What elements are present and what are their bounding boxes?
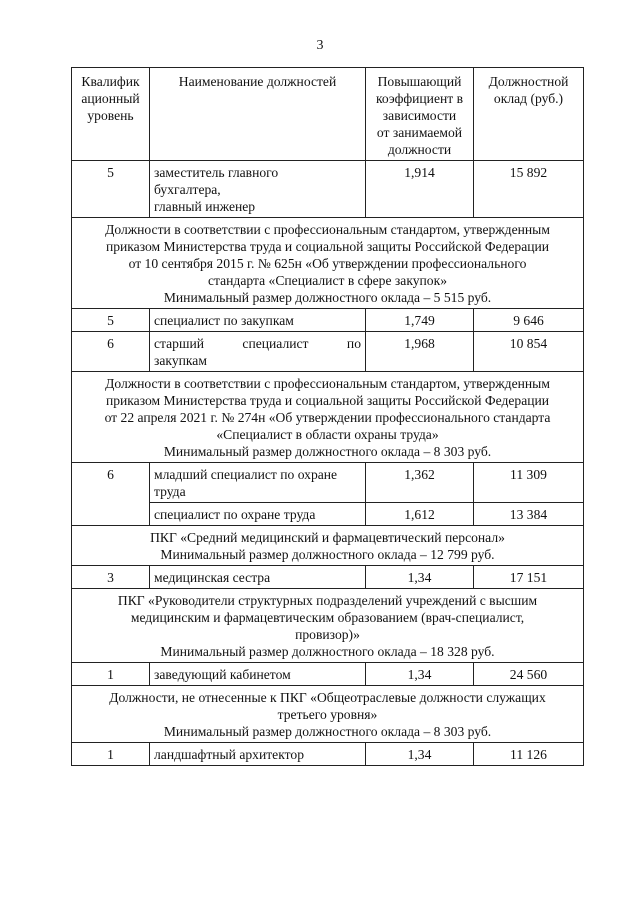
position-name-cell (150, 503, 366, 526)
header-level-line: Квалифик (81, 74, 140, 89)
group-heading-row (72, 686, 584, 743)
group-heading-line: Должности в соответствии с профессиональным стандартом, утвержденным (105, 222, 550, 237)
group-heading-line: «Специалист в области охраны труда» (216, 427, 439, 442)
position-name-cell (150, 309, 366, 332)
group-heading-line: третьего уровня» (277, 707, 378, 722)
position-name-line: специалист по закупкам (154, 313, 294, 328)
header-level (72, 68, 150, 161)
position-name-line: бухгалтера, (154, 182, 221, 197)
qualification-level-cell: 5 (72, 161, 150, 218)
table-row (72, 743, 584, 766)
position-name-cell (150, 663, 366, 686)
group-heading (72, 589, 584, 663)
group-heading-line: Минимальный размер должностного оклада – 8 303 руб. (163, 444, 492, 459)
salary-cell: 11 126 (474, 743, 584, 766)
position-name-line: заместитель главного (154, 165, 279, 180)
group-heading-line: от 10 сентября 2015 г. № 625н «Об утверждении профессионального (128, 256, 527, 271)
qualification-level-cell: 1 (72, 743, 150, 766)
position-name-cell (150, 566, 366, 589)
group-heading-line: Минимальный размер должностного оклада – 18 328 руб. (160, 644, 495, 659)
coefficient-cell: 1,968 (366, 332, 474, 372)
position-name-cell (150, 743, 366, 766)
qualification-level-cell: 3 (72, 566, 150, 589)
group-heading-line: Минимальный размер должностного оклада – 5 515 руб. (163, 290, 492, 305)
table-row (72, 161, 584, 218)
coefficient-cell: 1,34 (366, 566, 474, 589)
header-coefficient-line: Повышающий (377, 74, 462, 89)
group-heading-line: от 22 апреля 2021 г. № 274н «Об утверждении профессионального стандарта (104, 410, 551, 425)
group-heading-row (72, 526, 584, 566)
salary-cell: 13 384 (474, 503, 584, 526)
header-coefficient (366, 68, 474, 161)
group-heading-line: провизор)» (295, 627, 360, 642)
group-heading-line: Должности в соответствии с профессиональным стандартом, утвержденным (105, 376, 550, 391)
header-level-line: ационный (81, 91, 140, 106)
position-name-line: заведующий кабинетом (154, 667, 291, 682)
salary-cell: 11 309 (474, 463, 584, 503)
position-name-cell (150, 161, 366, 218)
header-name: Наименование должностей (150, 68, 366, 161)
position-name-line: главный инженер (154, 199, 256, 214)
header-salary-line: оклад (руб.) (493, 91, 564, 106)
header-salary-line: Должностной (488, 74, 569, 89)
salary-cell: 15 892 (474, 161, 584, 218)
position-name-line: труда (154, 484, 186, 499)
table-row (72, 566, 584, 589)
group-heading-line: Должности, не отнесенные к ПКГ «Общеотраслевые должности служащих (109, 690, 546, 705)
coefficient-cell: 1,749 (366, 309, 474, 332)
salary-cell: 17 151 (474, 566, 584, 589)
group-heading-row (72, 589, 584, 663)
coefficient-cell: 1,362 (366, 463, 474, 503)
group-heading (72, 686, 584, 743)
qualification-level-cell: 1 (72, 663, 150, 686)
group-heading-line: ПКГ «Средний медицинский и фармацевтический персонал» (150, 530, 505, 545)
coefficient-cell: 1,34 (366, 663, 474, 686)
header-salary (474, 68, 584, 161)
table-row (72, 663, 584, 686)
position-name-line: медицинская сестра (154, 570, 271, 585)
table-header-row (72, 68, 584, 161)
position-name-cell (150, 332, 366, 372)
qualification-level-cell: 6 (72, 463, 150, 526)
salary-cell: 24 560 (474, 663, 584, 686)
group-heading (72, 526, 584, 566)
position-name-line: закупкам (154, 353, 207, 368)
table-row (72, 463, 584, 503)
header-coefficient-line: коэффициент в (375, 91, 464, 106)
salary-table-body (72, 68, 584, 766)
group-heading-line: медицинским и фармацевтическим образованием (врач-специалист, (130, 610, 525, 625)
salary-table (71, 67, 584, 766)
page-number: 3 (316, 38, 324, 53)
header-coefficient-line: должности (387, 142, 452, 157)
coefficient-cell: 1,34 (366, 743, 474, 766)
group-heading-line: Минимальный размер должностного оклада – 12 799 руб. (160, 547, 495, 562)
coefficient-cell: 1,914 (366, 161, 474, 218)
position-name-cell (150, 463, 366, 503)
qualification-level-cell: 6 (72, 332, 150, 372)
group-heading (72, 218, 584, 309)
group-heading-line: стандарта «Специалист в сфере закупок» (207, 273, 448, 288)
qualification-level-cell: 5 (72, 309, 150, 332)
salary-cell: 10 854 (474, 332, 584, 372)
group-heading-line: Минимальный размер должностного оклада – 8 303 руб. (163, 724, 492, 739)
position-name-line: ландшафтный архитектор (154, 747, 304, 762)
header-level-line: уровень (87, 108, 134, 123)
group-heading-line: ПКГ «Руководители структурных подразделений учреждений с высшим (117, 593, 538, 608)
coefficient-cell: 1,612 (366, 503, 474, 526)
group-heading-row (72, 218, 584, 309)
header-coefficient-line: от занимаемой (376, 125, 463, 140)
position-name-line: младший специалист по охране (154, 467, 338, 482)
position-name-line: старший специалист по (154, 336, 361, 351)
position-name-line: специалист по охране труда (154, 507, 316, 522)
salary-cell: 9 646 (474, 309, 584, 332)
group-heading-row (72, 372, 584, 463)
group-heading-line: приказом Министерства труда и социальной защиты Российской Федерации (105, 239, 550, 254)
table-row (72, 332, 584, 372)
group-heading-line: приказом Министерства труда и социальной защиты Российской Федерации (105, 393, 550, 408)
table-row (72, 309, 584, 332)
group-heading (72, 372, 584, 463)
header-coefficient-line: зависимости (382, 108, 457, 123)
